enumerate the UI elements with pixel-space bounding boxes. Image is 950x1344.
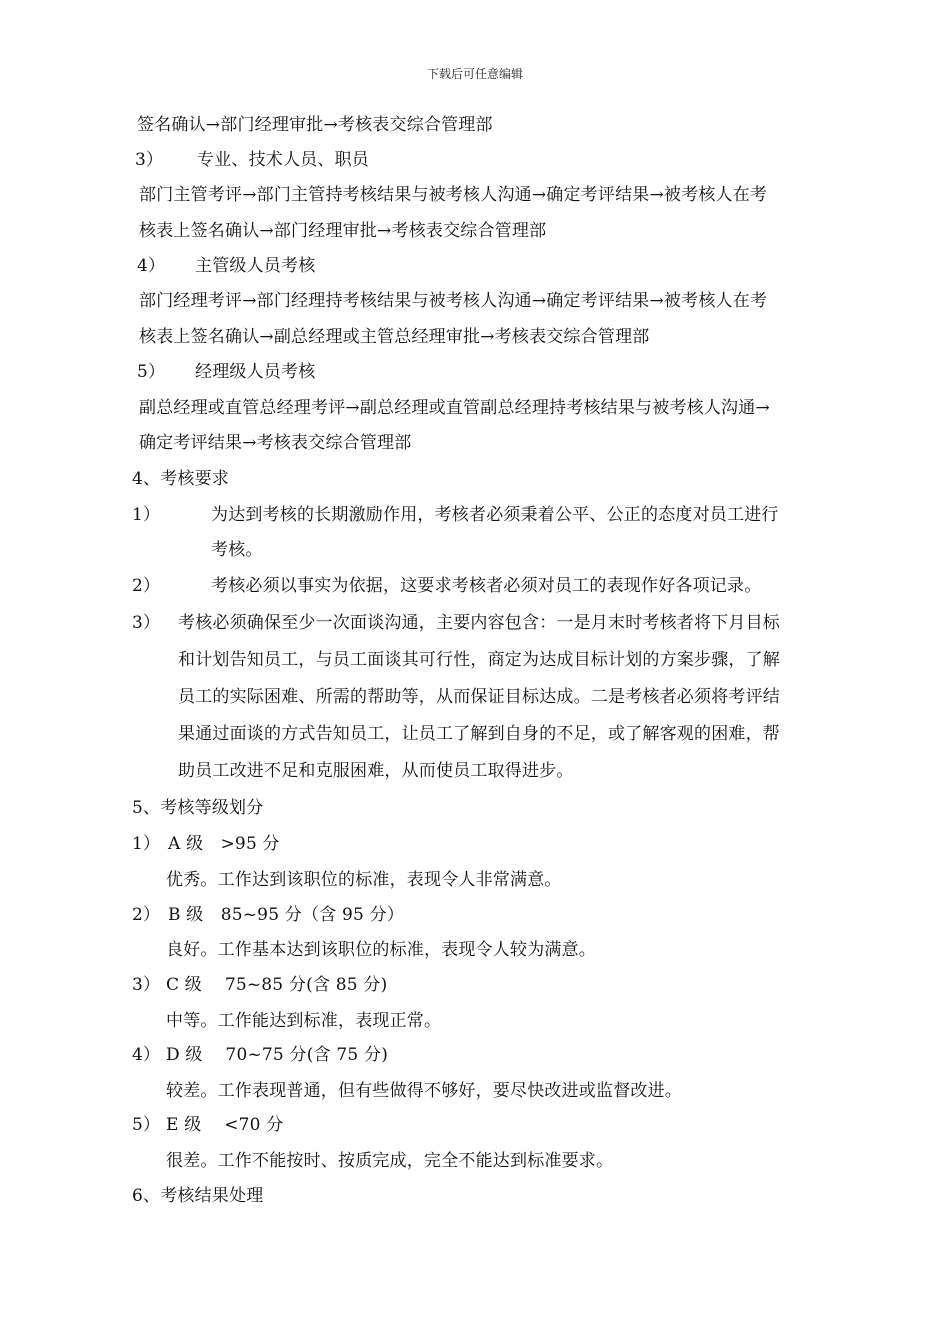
text-line: 核表上签名确认→副总经理或主管总经理审批→考核表交综合管理部 (139, 327, 650, 347)
grade-description: 良好。工作基本达到该职位的标准，表现令人较为满意。 (166, 940, 596, 960)
list-number: 2） (132, 905, 161, 925)
list-number: 3） (132, 613, 161, 633)
grade-label: E 级 <70 分 (166, 1115, 284, 1135)
text-line: 考核必须以事实为依据，这要求考核者必须对员工的表现作好各项记录。 (211, 576, 762, 596)
grade-label: C 级 75~85 分(含 85 分) (166, 975, 388, 995)
grade-label: D 级 70~75 分(含 75 分) (166, 1045, 389, 1065)
text-line: 考核。 (211, 540, 263, 560)
list-number: 5） (132, 1115, 161, 1135)
text-line: 助员工改进不足和克服困难，从而使员工取得进步。 (178, 761, 574, 781)
list-number: 2） (132, 576, 161, 596)
text-line: 签名确认→部门经理审批→考核表交综合管理部 (137, 115, 493, 135)
list-number: 1） (132, 834, 161, 854)
text-line: 果通过面谈的方式告知员工，让员工了解到自身的不足，或了解客观的困难，帮 (178, 724, 780, 744)
grade-description: 优秀。工作达到该职位的标准，表现令人非常满意。 (166, 870, 562, 890)
text-line: 核表上签名确认→部门经理审批→考核表交综合管理部 (139, 221, 547, 241)
list-number: 1） (132, 505, 161, 525)
grade-label: A 级 >95 分 (168, 834, 280, 854)
list-number: 5） (137, 362, 166, 382)
text-line: 为达到考核的长期激励作用，考核者必须秉着公平、公正的态度对员工进行 (211, 505, 779, 525)
text-line: 和计划告知员工，与员工面谈其可行性，商定为达成目标计划的方案步骤，了解 (178, 650, 780, 670)
text-line: 副总经理或直管总经理考评→副总经理或直管副总经理持考核结果与被考核人沟通→ (139, 398, 770, 418)
section-heading: 6、考核结果处理 (132, 1186, 264, 1206)
list-number: 4） (137, 256, 166, 276)
list-number: 3） (135, 150, 164, 170)
list-heading: 经理级人员考核 (195, 362, 316, 382)
section-heading: 4、考核要求 (132, 469, 230, 489)
text-line: 员工的实际困难、所需的帮助等，从而保证目标达成。二是考核者必须将考评结 (178, 687, 780, 707)
list-heading: 专业、技术人员、职员 (197, 150, 369, 170)
grade-label: B 级 85~95 分（含 95 分） (168, 905, 405, 925)
text-line: 部门主管考评→部门主管持考核结果与被考核人沟通→确定考评结果→被考核人在考 (139, 185, 768, 205)
grade-description: 较差。工作表现普通，但有些做得不够好，要尽快改进或监督改进。 (166, 1081, 682, 1101)
grade-description: 很差。工作不能按时、按质完成，完全不能达到标准要求。 (166, 1151, 614, 1171)
list-number: 4） (132, 1045, 161, 1065)
list-heading: 主管级人员考核 (195, 256, 316, 276)
text-line: 考核必须确保至少一次面谈沟通，主要内容包含：一是月末时考核者将下月目标 (178, 613, 780, 633)
section-heading: 5、考核等级划分 (132, 798, 264, 818)
text-line: 部门经理考评→部门经理持考核结果与被考核人沟通→确定考评结果→被考核人在考 (139, 291, 768, 311)
grade-description: 中等。工作能达到标准，表现正常。 (166, 1011, 442, 1031)
list-number: 3） (132, 975, 161, 995)
text-line: 确定考评结果→考核表交综合管理部 (139, 433, 412, 453)
page-header: 下载后可任意编辑 (426, 67, 523, 81)
